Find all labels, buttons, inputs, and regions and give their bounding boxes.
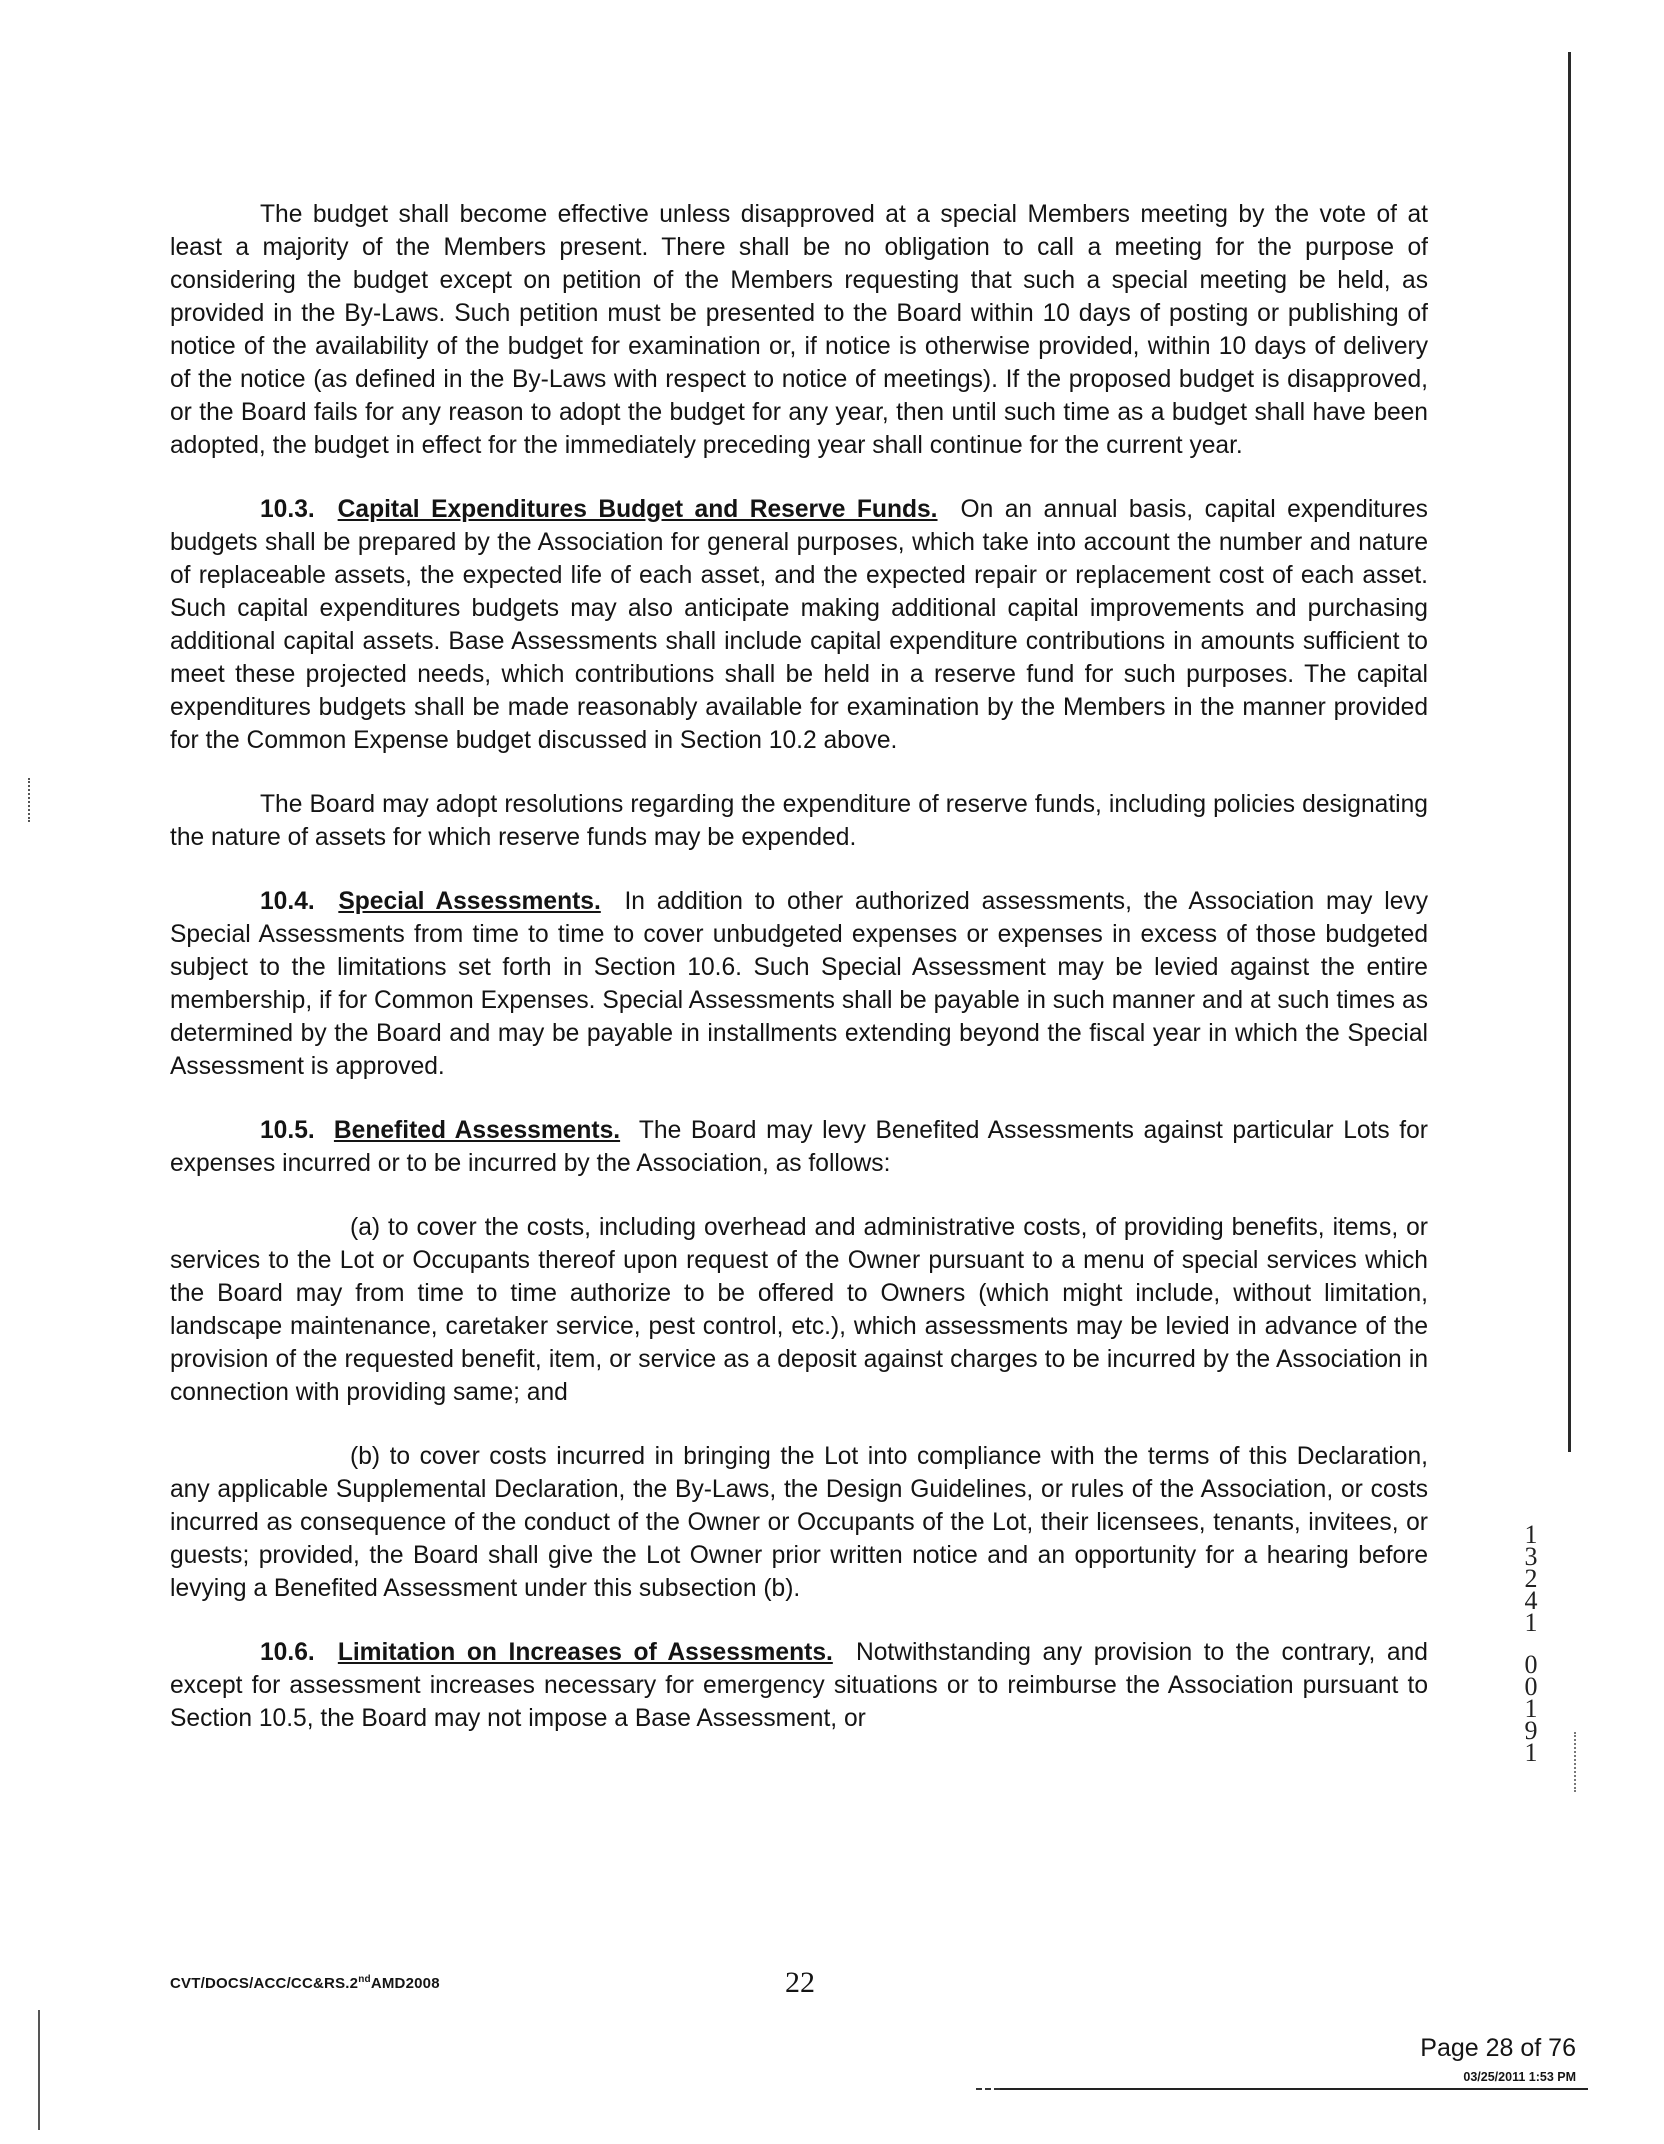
section-number: 10.4. — [260, 888, 315, 915]
section-title: Limitation on Increases of Assessments. — [337, 1639, 833, 1666]
section-title: Capital Expenditures Budget and Reserve Funds. — [337, 496, 938, 523]
scan-mark-left — [28, 778, 32, 822]
stamp-digit: 1 — [1524, 1694, 1538, 1723]
stamp-digit: 1 — [1524, 1608, 1538, 1637]
stamp-digit: 1 — [1524, 1738, 1538, 1767]
section-10-5 — [170, 1114, 1428, 1180]
subsection-b: (b) to cover costs incurred in bringing the Lot into compliance with the terms of this Declaration, any applicable Supplemental Declaration, the By-Laws, the Design Guidelines, or rules of the Association, or costs incurred as consequence of the conduct of the Owner or Occupants of the Lot, their licensees, tenants, invitees, or guests; provided, the Board shall give the Lot Owner prior written notice and an opportunity for a hearing before levying a Benefited Assessment under this subsection (b). — [170, 1443, 1428, 1602]
scan-mark-right — [1574, 1732, 1578, 1792]
page-count-stamp: Page 28 of 76 — [1420, 2034, 1576, 2062]
section-text: Notwithstanding any provision to the contrary, and except for assessment increases necessary for emergency situations or to reimburse the Association pursuant to Section 10.5, the Board may not impose a Base Assessment, or — [170, 1639, 1428, 1732]
stamp-digit: 3 — [1524, 1542, 1538, 1571]
document-code — [170, 1974, 440, 1992]
page-number: 22 — [785, 1966, 815, 1999]
recording-stamp-vertical — [1514, 1520, 1548, 1767]
stamp-digit: 1 — [1524, 1520, 1538, 1549]
paragraph-reserve-funds: The Board may adopt resolutions regarding the expenditure of reserve funds, including policies designating the nature of assets for which reserve funds may be expended. — [170, 791, 1428, 851]
scan-edge-left — [38, 2010, 40, 2130]
section-title: Benefited Assessments. — [333, 1117, 621, 1144]
document-code-prefix: CVT/DOCS/ACC/CC&RS.2 — [170, 1975, 359, 1992]
document-code-suffix: AMD2008 — [370, 1975, 440, 1992]
section-10-6 — [170, 1636, 1428, 1735]
subsection-a: (a) to cover the costs, including overhead and administrative costs, of providing benefits, items, or services to the Lot or Occupants thereof upon request of the Owner pursuant to a menu of special services which the Board may from time to time authorize to be offered to Owners (which might include, without limitation, landscape maintenance, caretaker service, pest control, etc.), which assessments may be levied in advance of the provision of the requested benefit, item, or service as a deposit against charges to be incurred by the Association in connection with providing same; and — [170, 1214, 1428, 1406]
stamp-dash — [976, 2088, 1000, 2092]
scan-edge-right — [1568, 52, 1571, 1452]
section-text: The Board may levy Benefited Assessments against particular Lots for expenses incurred or to be incurred by the Association, as follows: — [170, 1117, 1428, 1177]
date-stamp: 03/25/2011 1:53 PM — [1463, 2070, 1576, 2084]
stamp-digit: 0 — [1524, 1650, 1538, 1679]
section-number: 10.3. — [260, 496, 315, 523]
paragraph-budget-effective: The budget shall become effective unless disapproved at a special Members meeting by the vote of at least a majority of the Members present. There shall be no obligation to call a meeting for the purpose of considering the budget except on petition of the Members requesting that such a special meeting be held, as provided in the By-Laws. Such petition must be presented to the Board within 10 days of posting or publishing of notice of the availability of the budget for examination or, if notice is otherwise provided, within 10 days of delivery of the notice (as defined in the By-Laws with respect to notice of meetings). If the proposed budget is disapproved, or the Board fails for any reason to adopt the budget for any year, then until such time as a budget shall have been adopted, the budget in effect for the immediately preceding year shall continue for the current year. — [170, 201, 1428, 459]
stamp-digit: 2 — [1524, 1564, 1538, 1593]
stamp-digit: 9 — [1524, 1716, 1538, 1745]
section-number: 10.6. — [260, 1639, 315, 1666]
section-number: 10.5. — [260, 1117, 315, 1144]
section-title: Special Assessments. — [338, 888, 601, 915]
document-body — [170, 198, 1428, 1766]
section-10-3 — [170, 493, 1428, 757]
section-text: On an annual basis, capital expenditures budgets shall be prepared by the Association for general purposes, which take into account the number and nature of replaceable assets, the expected life of each asset, and the expected repair or replacement cost of each asset. Such capital expenditures budgets may also anticipate making additional capital improvements and purchasing additional capital assets. Base Assessments shall include capital expenditure contributions in amounts sufficient to meet these projected needs, which contributions shall be held in a reserve fund for such purposes. The capital expenditures budgets shall be made reasonably available for examination by the Members in the manner provided for the Common Expense budget discussed in Section 10.2 above. — [170, 496, 1428, 754]
stamp-digit: 4 — [1524, 1586, 1538, 1615]
stamp-underline — [994, 2088, 1588, 2090]
section-text: In addition to other authorized assessments, the Association may levy Special Assessments from time to time to cover unbudgeted expenses or expenses in excess of those budgeted subject to the limitations set forth in Section 10.6. Such Special Assessment may be levied against the entire membership, if for Common Expenses. Special Assessments shall be payable in such manner and at such times as determined by the Board and may be payable in installments extending beyond the fiscal year in which the Special Assessment is approved. — [170, 888, 1428, 1080]
section-10-4 — [170, 885, 1428, 1083]
document-code-ordinal: nd — [358, 1974, 371, 1985]
stamp-digit: 0 — [1524, 1672, 1538, 1701]
